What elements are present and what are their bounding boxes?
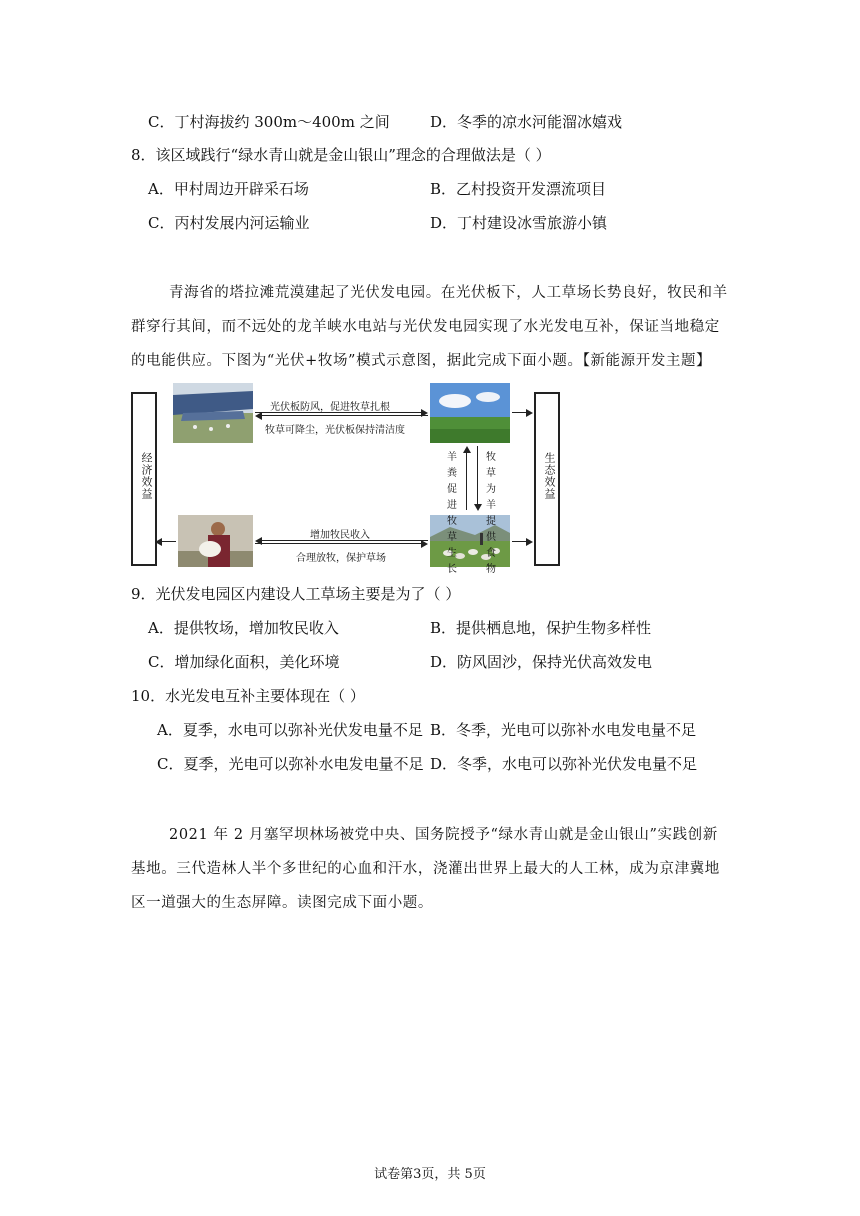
label-manure: 羊粪促进牧草生长	[447, 452, 457, 575]
sheep-flock-photo	[430, 515, 510, 567]
ecological-benefit-label: 生态效益	[543, 452, 556, 500]
q8-option-c: C．丙村发展内河运输业	[148, 214, 310, 232]
arrowhead-left-icon	[155, 538, 162, 546]
label-income: 增加牧民收入	[310, 530, 370, 541]
q8-option-d: D．丁村建设冰雪旅游小镇	[430, 214, 608, 232]
label-grazing: 合理放牧，保护草场	[296, 553, 386, 564]
label-forage: 牧草为羊提供食物	[486, 452, 496, 575]
passage-photovoltaic: 青海省的塔拉滩荒漠建起了光伏发电园。在光伏板下，人工草场长势良好，牧民和羊群穿行其间，而不远处的龙羊峡水电站与光伏发电园实现了水光发电互补，保证当地稳定的电能供应。下图为“光伏+牧场”模式示意图，据此完成下面小题。【新能源开发主题】	[131, 285, 728, 369]
label-windbreak: 光伏板防风，促进牧草扎根	[270, 402, 390, 413]
q8-option-a: A．甲村周边开辟采石场	[148, 180, 309, 198]
q10-stem: 10．水光发电互补主要体现在（ ）	[131, 687, 365, 705]
arrowhead-right-icon	[421, 540, 428, 548]
arrow-to-sheep	[255, 543, 421, 544]
arrowhead-left-icon	[255, 412, 262, 420]
economic-benefit-label: 经济效益	[140, 452, 153, 500]
q8-stem: 8．该区域践行“绿水青山就是金山银山”理念的合理做法是（ ）	[131, 146, 551, 164]
q7-option-c: C．丁村海拔约 300m～400m 之间	[148, 113, 390, 131]
q9-option-b: B．提供栖息地，保护生物多样性	[430, 619, 652, 637]
q10-option-a: A．夏季，水电可以弥补光伏发电量不足	[157, 721, 423, 739]
economic-benefit-box	[131, 392, 157, 566]
q10-option-c: C．夏季，光电可以弥补水电发电量不足	[157, 755, 424, 773]
arrowhead-down-icon	[474, 504, 482, 511]
q9-stem: 9．光伏发电园区内建设人工草场主要是为了（ ）	[131, 585, 461, 603]
ecological-benefit-box	[534, 392, 560, 566]
grassland-photo	[430, 383, 510, 443]
arrowhead-right-icon	[526, 538, 533, 546]
q9-option-a: A．提供牧场，增加牧民收入	[148, 619, 339, 637]
q9-option-d: D．防风固沙，保持光伏高效发电	[430, 653, 653, 671]
arrow-to-economic	[162, 541, 176, 542]
arrow-to-ecological-2	[512, 541, 526, 542]
herder-photo	[178, 515, 253, 567]
arrowhead-up-icon	[463, 446, 471, 453]
solar-panel-photo	[173, 383, 253, 443]
arrow-to-ecological	[512, 412, 526, 413]
q9-option-c: C．增加绿化面积，美化环境	[148, 653, 340, 671]
page-footer: 试卷第3页，共 5页	[374, 1167, 486, 1182]
arrowhead-right-icon	[526, 409, 533, 417]
label-dust: 牧草可降尘，光伏板保持清洁度	[265, 425, 405, 436]
arrow-up	[466, 452, 467, 510]
arrow-to-solar	[262, 415, 428, 416]
q10-option-b: B．冬季，光电可以弥补水电发电量不足	[430, 721, 697, 739]
arrow-down	[477, 446, 478, 504]
q10-option-d: D．冬季，水电可以弥补光伏发电量不足	[430, 755, 698, 773]
q8-option-b: B．乙村投资开发漂流项目	[430, 180, 607, 198]
q7-option-d: D．冬季的凉水河能溜冰嬉戏	[430, 113, 623, 131]
passage-saihanba: 2021 年 2 月塞罕坝林场被党中央、国务院授予“绿水青山就是金山银山”实践创新基地。三代造林人半个多世纪的心血和汗水，浇灌出世界上最大的人工林，成为京津冀地区一道强大的生态屏障。读图完成下面小题。	[131, 827, 720, 911]
